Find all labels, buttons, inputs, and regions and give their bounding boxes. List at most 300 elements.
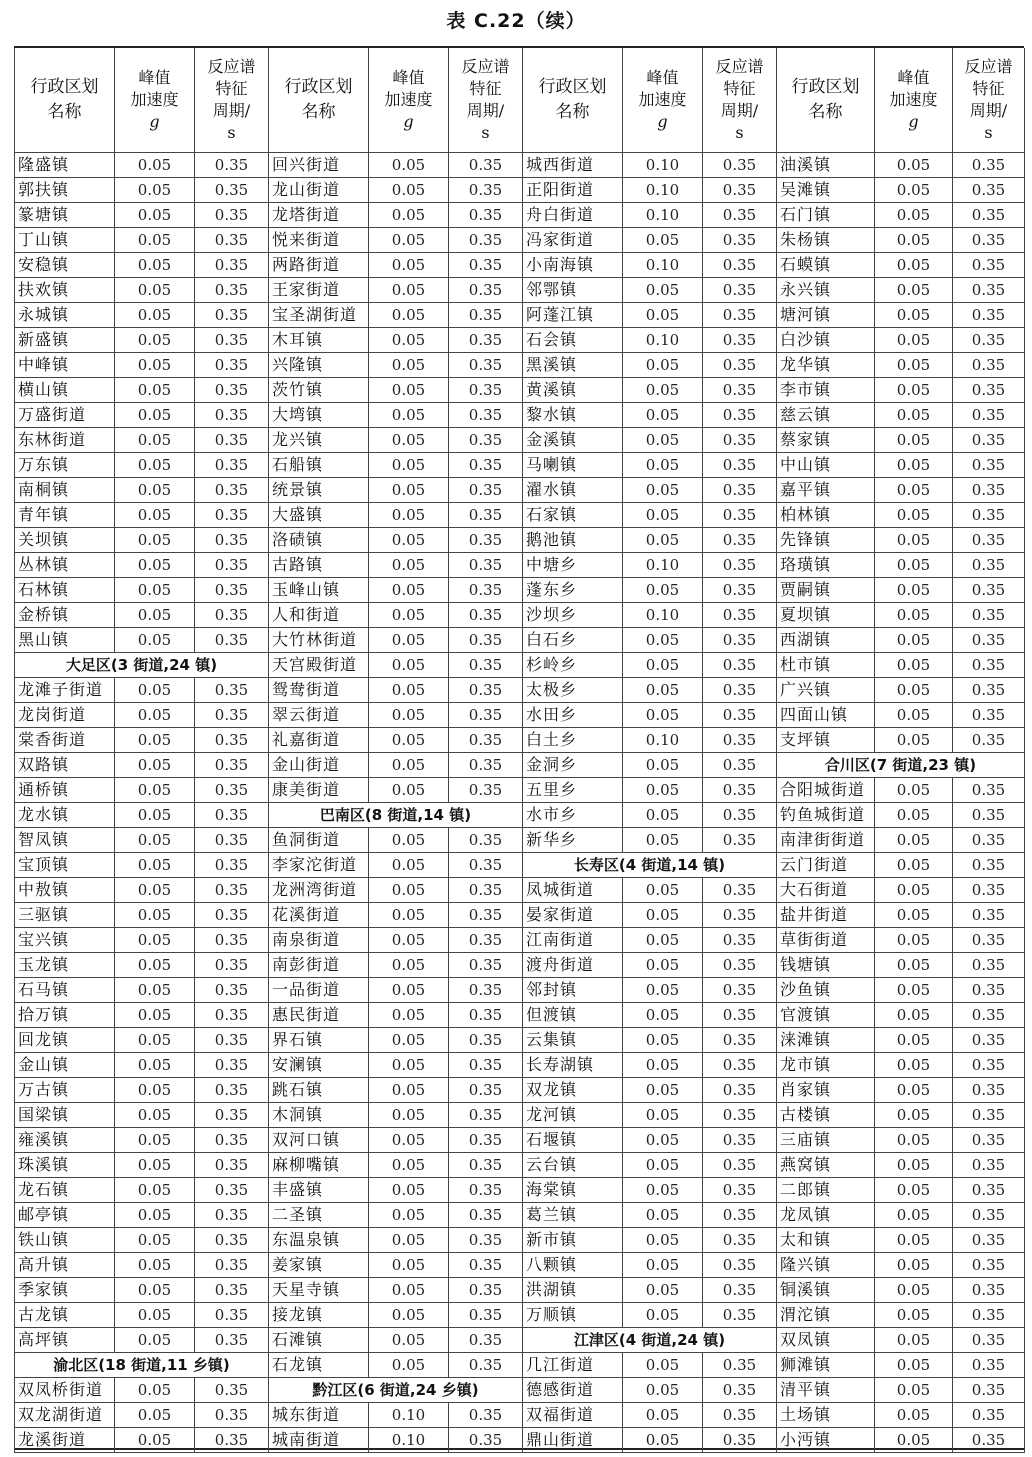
table-row: [269, 303, 523, 328]
district-heading-row: [523, 1328, 777, 1353]
division-name: 城南街道: [269, 1428, 369, 1453]
characteristic-period-value: 0.35: [953, 978, 1025, 1003]
division-name: 龙溪街道: [15, 1428, 115, 1453]
peak-acceleration-value: 0.05: [623, 953, 703, 978]
division-name: 跳石镇: [269, 1078, 369, 1103]
table-row: [777, 353, 1025, 378]
characteristic-period-value: 0.35: [703, 1003, 777, 1028]
peak-acceleration-value: 0.05: [115, 803, 195, 828]
table-row: [269, 678, 523, 703]
district-heading-row: [15, 653, 269, 678]
division-name: 慈云镇: [777, 403, 875, 428]
peak-acceleration-value: 0.05: [369, 878, 449, 903]
peak-acceleration-value: 0.05: [875, 628, 953, 653]
table-row: [15, 203, 269, 228]
table-row: [269, 978, 523, 1003]
peak-acceleration-value: 0.05: [623, 1353, 703, 1378]
division-name: 蓬东乡: [523, 578, 623, 603]
division-name: 黄溪镇: [523, 378, 623, 403]
table-row: [777, 278, 1025, 303]
table-row: [523, 303, 777, 328]
division-name: 鹅池镇: [523, 528, 623, 553]
table-row: [777, 728, 1025, 753]
characteristic-period-value: 0.35: [195, 1278, 269, 1303]
characteristic-period-value: 0.35: [449, 1353, 523, 1378]
characteristic-period-value: 0.35: [953, 478, 1025, 503]
characteristic-period-value: 0.35: [953, 1078, 1025, 1103]
table-row: [15, 378, 269, 403]
peak-acceleration-value: 0.05: [875, 728, 953, 753]
division-name: 塘河镇: [777, 303, 875, 328]
division-name: 沙坝乡: [523, 603, 623, 628]
division-name: 朱杨镇: [777, 228, 875, 253]
division-name: 木耳镇: [269, 328, 369, 353]
peak-acceleration-value: 0.05: [115, 703, 195, 728]
division-name: 石门镇: [777, 203, 875, 228]
peak-acceleration-value: 0.05: [875, 1053, 953, 1078]
division-name: 鼎山街道: [523, 1428, 623, 1453]
peak-acceleration-value: 0.05: [623, 1178, 703, 1203]
division-name: 云门街道: [777, 853, 875, 878]
characteristic-period-value: 0.35: [195, 678, 269, 703]
characteristic-period-value: 0.35: [449, 853, 523, 878]
peak-acceleration-value: 0.05: [623, 1078, 703, 1103]
characteristic-period-value: 0.35: [195, 1403, 269, 1428]
division-name: 龙石镇: [15, 1178, 115, 1203]
peak-acceleration-value: 0.05: [875, 1003, 953, 1028]
peak-acceleration-value: 0.05: [623, 1203, 703, 1228]
characteristic-period-value: 0.35: [703, 378, 777, 403]
division-name: 龙山街道: [269, 178, 369, 203]
division-name: 万顺镇: [523, 1303, 623, 1328]
district-heading-row: [523, 853, 777, 878]
characteristic-period-value: 0.35: [449, 1228, 523, 1253]
characteristic-period-value: 0.35: [195, 1178, 269, 1203]
table-row: [777, 828, 1025, 853]
table-row: [523, 1278, 777, 1303]
division-name: 回龙镇: [15, 1028, 115, 1053]
table-row: [523, 828, 777, 853]
division-name: 古路镇: [269, 553, 369, 578]
peak-acceleration-value: 0.05: [369, 1078, 449, 1103]
peak-acceleration-value: 0.05: [369, 303, 449, 328]
characteristic-period-value: 0.35: [953, 1403, 1025, 1428]
table-row: [777, 303, 1025, 328]
peak-acceleration-value: 0.10: [369, 1403, 449, 1428]
division-name: 东温泉镇: [269, 1228, 369, 1253]
table-row: [15, 228, 269, 253]
table-row: [523, 1353, 777, 1378]
district-heading: 长寿区(4 街道,14 镇): [523, 853, 777, 878]
peak-acceleration-value: 0.05: [369, 828, 449, 853]
division-name: 双龙湖街道: [15, 1403, 115, 1428]
table-row: [15, 153, 269, 178]
table-row: [523, 878, 777, 903]
peak-acceleration-value: 0.10: [623, 153, 703, 178]
characteristic-period-value: 0.35: [195, 1078, 269, 1103]
peak-acceleration-value: 0.05: [369, 703, 449, 728]
table-row: [777, 253, 1025, 278]
characteristic-period-value: 0.35: [953, 153, 1025, 178]
division-name: 白沙镇: [777, 328, 875, 353]
characteristic-period-value: 0.35: [449, 303, 523, 328]
division-name: 城东街道: [269, 1403, 369, 1428]
division-name: 五里乡: [523, 778, 623, 803]
characteristic-period-value: 0.35: [449, 753, 523, 778]
peak-acceleration-value: 0.05: [875, 378, 953, 403]
peak-acceleration-value: 0.05: [875, 653, 953, 678]
division-name: 丰盛镇: [269, 1178, 369, 1203]
division-name: 横山镇: [15, 378, 115, 403]
peak-acceleration-value: 0.05: [115, 1378, 195, 1403]
table-row: [777, 778, 1025, 803]
characteristic-period-value: 0.35: [703, 803, 777, 828]
peak-acceleration-value: 0.05: [369, 203, 449, 228]
characteristic-period-value: 0.35: [953, 1103, 1025, 1128]
characteristic-period-value: 0.35: [449, 1203, 523, 1228]
division-name: 二郎镇: [777, 1178, 875, 1203]
peak-acceleration-value: 0.05: [623, 803, 703, 828]
division-name: 万古镇: [15, 1078, 115, 1103]
division-name: 金山街道: [269, 753, 369, 778]
peak-acceleration-value: 0.05: [369, 678, 449, 703]
peak-acceleration-value: 0.05: [369, 1053, 449, 1078]
characteristic-period-value: 0.35: [449, 1328, 523, 1353]
peak-acceleration-value: 0.05: [115, 828, 195, 853]
division-name: 太和镇: [777, 1228, 875, 1253]
characteristic-period-value: 0.35: [195, 1153, 269, 1178]
characteristic-period-value: 0.35: [449, 1278, 523, 1303]
division-name: 龙兴镇: [269, 428, 369, 453]
table-row: [15, 253, 269, 278]
table-row: [269, 578, 523, 603]
division-name: 丛林镇: [15, 553, 115, 578]
table-row: [269, 1203, 523, 1228]
characteristic-period-value: 0.35: [195, 1428, 269, 1453]
table-row: [269, 378, 523, 403]
peak-acceleration-value: 0.05: [875, 1303, 953, 1328]
division-name: 南桐镇: [15, 478, 115, 503]
table-row: [15, 1178, 269, 1203]
characteristic-period-value: 0.35: [953, 403, 1025, 428]
table-row: [777, 978, 1025, 1003]
table-row: [523, 653, 777, 678]
table-row: [523, 253, 777, 278]
table-row: [269, 478, 523, 503]
characteristic-period-value: 0.35: [195, 1053, 269, 1078]
division-name: 龙塔街道: [269, 203, 369, 228]
district-heading: 合川区(7 街道,23 镇): [777, 753, 1025, 778]
peak-acceleration-value: 0.05: [875, 1278, 953, 1303]
table-row: [777, 153, 1025, 178]
table-row: [269, 1078, 523, 1103]
division-name: 八颗镇: [523, 1253, 623, 1278]
peak-acceleration-value: 0.05: [875, 1253, 953, 1278]
table-row: [15, 1003, 269, 1028]
division-name: 高坪镇: [15, 1328, 115, 1353]
division-name: 兴隆镇: [269, 353, 369, 378]
peak-acceleration-value: 0.05: [369, 1328, 449, 1353]
characteristic-period-value: 0.35: [953, 178, 1025, 203]
table-row: [523, 528, 777, 553]
table-row: [777, 903, 1025, 928]
characteristic-period-value: 0.35: [449, 353, 523, 378]
table-row: [777, 1403, 1025, 1428]
table-row: [269, 1028, 523, 1053]
division-name: 水田乡: [523, 703, 623, 728]
peak-acceleration-value: 0.05: [115, 1303, 195, 1328]
characteristic-period-value: 0.35: [195, 178, 269, 203]
table-row: [523, 478, 777, 503]
characteristic-period-value: 0.35: [703, 603, 777, 628]
characteristic-period-value: 0.35: [703, 878, 777, 903]
peak-acceleration-value: 0.05: [369, 1003, 449, 1028]
table-row: [269, 328, 523, 353]
division-name: 界石镇: [269, 1028, 369, 1053]
table-row: [523, 1078, 777, 1103]
characteristic-period-value: 0.35: [703, 1403, 777, 1428]
table-row: [777, 803, 1025, 828]
division-name: 礼嘉街道: [269, 728, 369, 753]
table-row: [777, 403, 1025, 428]
table-row: [15, 678, 269, 703]
division-name: 黑溪镇: [523, 353, 623, 378]
division-name: 吴滩镇: [777, 178, 875, 203]
division-name: 蔡家镇: [777, 428, 875, 453]
peak-acceleration-value: 0.05: [369, 1228, 449, 1253]
characteristic-period-value: 0.35: [953, 1053, 1025, 1078]
characteristic-period-value: 0.35: [953, 1228, 1025, 1253]
characteristic-period-value: 0.35: [953, 578, 1025, 603]
table-row: [269, 728, 523, 753]
peak-acceleration-value: 0.05: [623, 1378, 703, 1403]
characteristic-period-value: 0.35: [449, 578, 523, 603]
division-name: 阿蓬江镇: [523, 303, 623, 328]
peak-acceleration-value: 0.05: [623, 478, 703, 503]
characteristic-period-value: 0.35: [449, 1078, 523, 1103]
division-name: 永兴镇: [777, 278, 875, 303]
table-row: [15, 1053, 269, 1078]
division-name: 茨竹镇: [269, 378, 369, 403]
characteristic-period-value: 0.35: [703, 1278, 777, 1303]
table-row: [777, 878, 1025, 903]
table-row: [523, 703, 777, 728]
division-name: 大盛镇: [269, 503, 369, 528]
peak-acceleration-value: 0.05: [623, 403, 703, 428]
characteristic-period-value: 0.35: [195, 253, 269, 278]
table-row: [269, 528, 523, 553]
division-name: 钱塘镇: [777, 953, 875, 978]
peak-acceleration-value: 0.10: [623, 253, 703, 278]
peak-acceleration-value: 0.05: [623, 778, 703, 803]
peak-acceleration-value: 0.05: [875, 528, 953, 553]
peak-acceleration-value: 0.05: [369, 178, 449, 203]
division-name: 南泉街道: [269, 928, 369, 953]
division-name: 贾嗣镇: [777, 578, 875, 603]
characteristic-period-value: 0.35: [953, 528, 1025, 553]
characteristic-period-value: 0.35: [195, 1328, 269, 1353]
peak-acceleration-value: 0.05: [623, 1103, 703, 1128]
peak-acceleration-value: 0.05: [875, 478, 953, 503]
peak-acceleration-value: 0.05: [369, 903, 449, 928]
table-row: [15, 803, 269, 828]
table-row: [269, 503, 523, 528]
peak-acceleration-value: 0.05: [623, 828, 703, 853]
characteristic-period-value: 0.35: [703, 553, 777, 578]
peak-acceleration-value: 0.05: [875, 703, 953, 728]
division-name: 龙华镇: [777, 353, 875, 378]
table-row: [269, 653, 523, 678]
peak-acceleration-value: 0.05: [623, 978, 703, 1003]
division-name: 扶欢镇: [15, 278, 115, 303]
characteristic-period-value: 0.35: [703, 228, 777, 253]
header-name: 行政区划 名称: [15, 48, 115, 153]
table-row: [777, 503, 1025, 528]
division-name: 龙凤镇: [777, 1203, 875, 1228]
table-row: [777, 1303, 1025, 1328]
peak-acceleration-value: 0.05: [369, 1278, 449, 1303]
characteristic-period-value: 0.35: [703, 403, 777, 428]
division-name: 通桥镇: [15, 778, 115, 803]
peak-acceleration-value: 0.05: [623, 753, 703, 778]
table-row: [15, 703, 269, 728]
characteristic-period-value: 0.35: [703, 1178, 777, 1203]
table-row: [269, 1353, 523, 1378]
characteristic-period-value: 0.35: [195, 953, 269, 978]
division-name: 中山镇: [777, 453, 875, 478]
characteristic-period-value: 0.35: [953, 903, 1025, 928]
peak-acceleration-value: 0.05: [623, 878, 703, 903]
table-row: [523, 403, 777, 428]
table-row: [269, 1303, 523, 1328]
characteristic-period-value: 0.35: [703, 828, 777, 853]
peak-acceleration-value: 0.05: [623, 628, 703, 653]
characteristic-period-value: 0.35: [195, 1003, 269, 1028]
peak-acceleration-value: 0.05: [875, 253, 953, 278]
division-name: 南彭街道: [269, 953, 369, 978]
characteristic-period-value: 0.35: [703, 1253, 777, 1278]
characteristic-period-value: 0.35: [195, 803, 269, 828]
peak-acceleration-value: 0.05: [875, 903, 953, 928]
division-name: 肖家镇: [777, 1078, 875, 1103]
peak-acceleration-value: 0.05: [369, 778, 449, 803]
peak-acceleration-value: 0.05: [369, 1353, 449, 1378]
header-name: 行政区划 名称: [523, 48, 623, 153]
peak-acceleration-value: 0.05: [369, 353, 449, 378]
characteristic-period-value: 0.35: [953, 503, 1025, 528]
table-row: [523, 1253, 777, 1278]
peak-acceleration-value: 0.05: [369, 153, 449, 178]
characteristic-period-value: 0.35: [953, 803, 1025, 828]
table-row: [15, 1403, 269, 1428]
table-row: [15, 1028, 269, 1053]
table-row: [777, 1178, 1025, 1203]
characteristic-period-value: 0.35: [449, 1003, 523, 1028]
peak-acceleration-value: 0.05: [369, 278, 449, 303]
characteristic-period-value: 0.35: [449, 603, 523, 628]
division-name: 渡舟街道: [523, 953, 623, 978]
peak-acceleration-value: 0.05: [115, 1078, 195, 1103]
peak-acceleration-value: 0.05: [369, 628, 449, 653]
peak-acceleration-value: 0.05: [875, 1428, 953, 1453]
division-name: 铜溪镇: [777, 1278, 875, 1303]
characteristic-period-value: 0.35: [449, 478, 523, 503]
peak-acceleration-value: 0.05: [623, 1028, 703, 1053]
division-name: 大竹林街道: [269, 628, 369, 653]
division-name: 晏家街道: [523, 903, 623, 928]
table-row: [269, 853, 523, 878]
characteristic-period-value: 0.35: [703, 903, 777, 928]
characteristic-period-value: 0.35: [449, 503, 523, 528]
table-row: [777, 1378, 1025, 1403]
division-name: 安稳镇: [15, 253, 115, 278]
division-name: 渭沱镇: [777, 1303, 875, 1328]
table-row: [777, 578, 1025, 603]
characteristic-period-value: 0.35: [703, 1353, 777, 1378]
characteristic-period-value: 0.35: [449, 553, 523, 578]
table-row: [269, 1228, 523, 1253]
district-heading-row: [269, 1378, 523, 1403]
characteristic-period-value: 0.35: [953, 1353, 1025, 1378]
peak-acceleration-value: 0.05: [115, 403, 195, 428]
division-name: 德感街道: [523, 1378, 623, 1403]
peak-acceleration-value: 0.05: [623, 278, 703, 303]
characteristic-period-value: 0.35: [953, 953, 1025, 978]
characteristic-period-value: 0.35: [953, 428, 1025, 453]
table-row: [15, 353, 269, 378]
characteristic-period-value: 0.35: [703, 353, 777, 378]
division-name: 中峰镇: [15, 353, 115, 378]
header-row: [15, 48, 269, 153]
characteristic-period-value: 0.35: [449, 728, 523, 753]
division-name: 木洞镇: [269, 1103, 369, 1128]
peak-acceleration-value: 0.05: [369, 753, 449, 778]
division-name: 中敖镇: [15, 878, 115, 903]
characteristic-period-value: 0.35: [449, 428, 523, 453]
division-name: 翠云街道: [269, 703, 369, 728]
peak-acceleration-value: 0.05: [115, 353, 195, 378]
characteristic-period-value: 0.35: [449, 253, 523, 278]
characteristic-period-value: 0.35: [195, 853, 269, 878]
characteristic-period-value: 0.35: [703, 153, 777, 178]
peak-acceleration-value: 0.05: [115, 328, 195, 353]
peak-acceleration-value: 0.05: [115, 628, 195, 653]
characteristic-period-value: 0.35: [703, 778, 777, 803]
division-name: 海棠镇: [523, 1178, 623, 1203]
peak-acceleration-value: 0.05: [369, 503, 449, 528]
peak-acceleration-value: 0.05: [115, 978, 195, 1003]
division-name: 万东镇: [15, 453, 115, 478]
peak-acceleration-value: 0.05: [115, 503, 195, 528]
table-row: [269, 953, 523, 978]
peak-acceleration-value: 0.05: [115, 1328, 195, 1353]
table-row: [777, 1003, 1025, 1028]
table-row: [269, 1053, 523, 1078]
characteristic-period-value: 0.35: [449, 1128, 523, 1153]
peak-acceleration-value: 0.05: [115, 1128, 195, 1153]
characteristic-period-value: 0.35: [195, 878, 269, 903]
division-name: 三庙镇: [777, 1128, 875, 1153]
table-row: [269, 403, 523, 428]
characteristic-period-value: 0.35: [703, 303, 777, 328]
division-name: 玉峰山镇: [269, 578, 369, 603]
division-name: 金桥镇: [15, 603, 115, 628]
table-row: [15, 553, 269, 578]
peak-acceleration-value: 0.05: [369, 403, 449, 428]
division-name: 康美街道: [269, 778, 369, 803]
table-row: [15, 953, 269, 978]
peak-acceleration-value: 0.10: [623, 328, 703, 353]
